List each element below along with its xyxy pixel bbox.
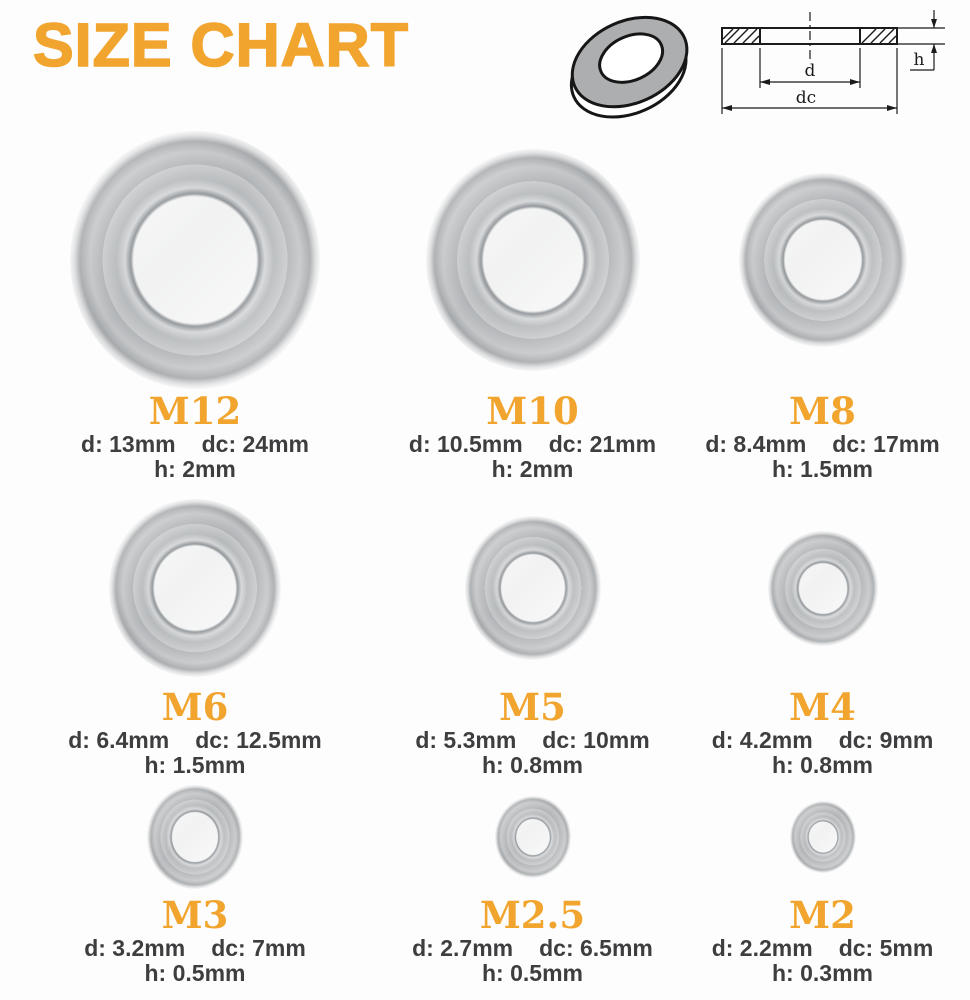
size-dimensions bbox=[84, 936, 306, 986]
dim-h: h: 0.5mm bbox=[144, 960, 246, 986]
washer-photo bbox=[739, 173, 907, 347]
size-name: M10 bbox=[486, 389, 579, 433]
washer-grid bbox=[0, 130, 970, 1000]
dim-h: h: 0.3mm bbox=[772, 960, 873, 986]
dim-dc: dc: 5mm bbox=[838, 935, 934, 961]
dim-d: d: 5.3mm bbox=[415, 727, 517, 753]
size-dimensions bbox=[415, 728, 649, 778]
size-name: M5 bbox=[499, 685, 566, 729]
dim-h: h: 1.5mm bbox=[144, 752, 246, 778]
size-dimensions bbox=[409, 432, 656, 482]
washer-photo bbox=[426, 149, 640, 371]
size-name: M2 bbox=[789, 893, 856, 937]
dim-d: d: 10.5mm bbox=[408, 431, 523, 457]
dim-h: h: 0.8mm bbox=[482, 752, 583, 778]
washer-cross-section-icon bbox=[712, 2, 962, 124]
size-card-m6 bbox=[0, 490, 390, 780]
size-name: M2.5 bbox=[479, 893, 586, 937]
size-name: M3 bbox=[161, 893, 229, 937]
dim-d: d: 6.4mm bbox=[68, 727, 170, 753]
size-dimensions bbox=[705, 432, 939, 482]
size-card-m10 bbox=[390, 130, 675, 490]
size-name: M4 bbox=[789, 685, 856, 729]
dim-d: d: 2.2mm bbox=[711, 935, 813, 961]
dim-dc: dc: 24mm bbox=[201, 431, 309, 457]
dim-d: d: 2.7mm bbox=[412, 935, 514, 961]
size-name: M8 bbox=[789, 389, 856, 433]
washer-photo bbox=[790, 801, 856, 873]
washer-photo bbox=[768, 531, 878, 646]
dim-d: d: 8.4mm bbox=[705, 431, 807, 457]
dim-d: d: 13mm bbox=[81, 431, 176, 457]
size-card-m8 bbox=[675, 130, 970, 490]
washer-photo bbox=[495, 796, 571, 878]
dim-h: h: 2mm bbox=[491, 456, 574, 482]
size-dimensions bbox=[712, 728, 934, 778]
size-card-m12 bbox=[0, 130, 390, 490]
size-dimensions bbox=[712, 936, 934, 986]
dim-h: h: 2mm bbox=[154, 456, 236, 482]
washer-photo bbox=[465, 516, 601, 660]
dim-dc: dc: 6.5mm bbox=[539, 935, 653, 961]
dim-dc: dc: 17mm bbox=[832, 431, 940, 457]
diagram-d-label: d bbox=[804, 61, 816, 81]
dim-dc: dc: 10mm bbox=[542, 727, 650, 753]
dim-dc: dc: 9mm bbox=[838, 727, 934, 753]
washer-photo bbox=[70, 131, 320, 389]
dim-dc: dc: 7mm bbox=[211, 935, 306, 961]
dim-h: h: 0.8mm bbox=[772, 752, 873, 778]
size-card-m2 bbox=[675, 780, 970, 1000]
dim-h: h: 0.5mm bbox=[482, 960, 583, 986]
size-card-m2-5 bbox=[390, 780, 675, 1000]
washer-photo bbox=[109, 499, 281, 677]
washer-photo bbox=[147, 785, 243, 889]
page-title: SIZE CHART bbox=[33, 11, 409, 79]
dim-d: d: 3.2mm bbox=[84, 935, 186, 961]
size-dimensions bbox=[68, 728, 322, 778]
size-card-m3 bbox=[0, 780, 390, 1000]
size-card-m5 bbox=[390, 490, 675, 780]
size-dimensions bbox=[81, 432, 309, 482]
size-dimensions bbox=[412, 936, 653, 986]
size-card-m4 bbox=[675, 490, 970, 780]
size-name: M6 bbox=[161, 685, 229, 729]
dim-dc: dc: 21mm bbox=[548, 431, 657, 457]
dim-dc: dc: 12.5mm bbox=[195, 727, 322, 753]
washer-3d-icon bbox=[560, 2, 702, 126]
size-name: M12 bbox=[148, 389, 242, 433]
dim-h: h: 1.5mm bbox=[772, 456, 873, 482]
diagram-dc-label: dc bbox=[795, 88, 817, 108]
diagram-h-label: h bbox=[913, 50, 925, 70]
dim-d: d: 4.2mm bbox=[711, 727, 813, 753]
